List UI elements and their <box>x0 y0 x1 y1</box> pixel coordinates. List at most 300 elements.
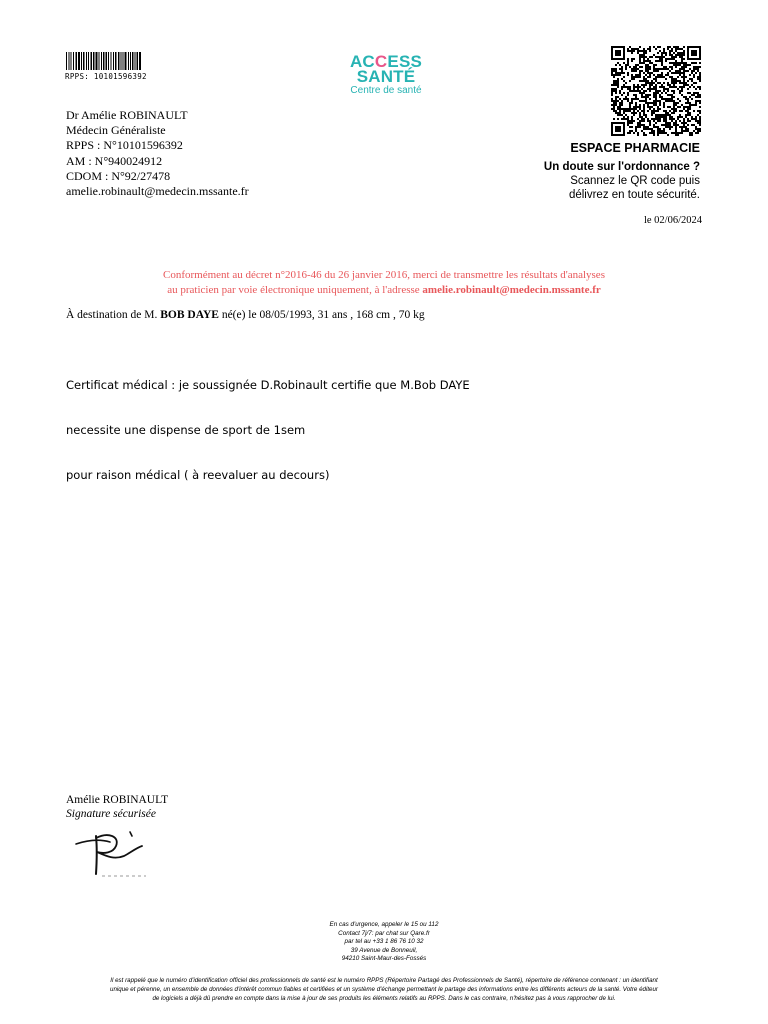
qr-module <box>637 124 639 126</box>
qr-module <box>677 72 679 74</box>
qr-module <box>645 64 647 66</box>
qr-module <box>693 68 695 70</box>
qr-module <box>685 82 687 84</box>
qr-module <box>625 114 627 116</box>
qr-module <box>693 86 695 88</box>
qr-module <box>613 106 615 108</box>
qr-module <box>667 84 669 86</box>
qr-module <box>633 70 635 72</box>
qr-module <box>683 126 685 128</box>
qr-module <box>647 126 649 128</box>
qr-module <box>645 68 647 70</box>
qr-module <box>683 130 685 132</box>
qr-module <box>677 64 679 66</box>
qr-module <box>641 92 643 94</box>
qr-module <box>671 76 673 78</box>
qr-module <box>649 60 651 62</box>
qr-module <box>677 134 679 136</box>
qr-module <box>653 96 655 98</box>
qr-module <box>615 82 617 84</box>
qr-module <box>671 50 673 52</box>
legal-line1: Il est rappelé que le numéro d'identification officiel des professionnels de santé est le numéro RPPS (Répertoire Partagé des Professionnels de Santé), répertoire de référence contenant : un identifiant <box>110 977 658 984</box>
qr-module <box>685 62 687 64</box>
qr-module <box>625 64 627 66</box>
qr-module <box>629 86 631 88</box>
qr-module <box>613 118 615 120</box>
qr-module <box>661 64 663 66</box>
qr-module <box>671 126 673 128</box>
qr-module <box>639 124 641 126</box>
qr-module <box>653 68 655 70</box>
qr-module <box>669 50 671 52</box>
qr-module <box>645 128 647 130</box>
qr-module <box>643 128 645 130</box>
qr-module <box>643 78 645 80</box>
qr-module <box>681 48 683 50</box>
qr-module <box>655 56 657 58</box>
qr-module <box>631 60 633 62</box>
qr-module <box>629 106 631 108</box>
qr-module <box>663 106 665 108</box>
qr-module <box>649 124 651 126</box>
qr-module <box>699 100 701 102</box>
qr-module <box>687 110 689 112</box>
qr-module <box>623 80 625 82</box>
qr-module <box>653 110 655 112</box>
qr-module <box>631 116 633 118</box>
qr-module <box>615 68 617 70</box>
qr-module <box>663 68 665 70</box>
qr-module <box>625 108 627 110</box>
qr-module <box>649 88 651 90</box>
qr-module <box>619 104 621 106</box>
qr-module <box>645 94 647 96</box>
barcode <box>66 52 142 70</box>
qr-module <box>699 62 701 64</box>
qr-module <box>697 68 699 70</box>
qr-module <box>619 74 621 76</box>
qr-module <box>613 100 615 102</box>
qr-module <box>667 94 669 96</box>
qr-module <box>673 100 675 102</box>
barcode-bar <box>86 52 87 70</box>
qr-module <box>687 98 689 100</box>
emergency-contact <box>0 921 768 964</box>
qr-module <box>613 90 615 92</box>
qr-module <box>665 122 667 124</box>
qr-module <box>691 78 693 80</box>
qr-module <box>685 84 687 86</box>
qr-module <box>663 88 665 90</box>
qr-module <box>621 108 623 110</box>
qr-module <box>671 72 673 74</box>
qr-module <box>699 118 701 120</box>
qr-module <box>641 54 643 56</box>
barcode-bar <box>99 52 100 70</box>
qr-module <box>629 88 631 90</box>
qr-module <box>647 128 649 130</box>
qr-module <box>673 52 675 54</box>
qr-module <box>625 110 627 112</box>
qr-module <box>675 82 677 84</box>
qr-module <box>667 126 669 128</box>
qr-module <box>629 46 631 48</box>
qr-module <box>699 66 701 68</box>
qr-module <box>647 70 649 72</box>
qr-module <box>623 110 625 112</box>
qr-module <box>689 112 691 114</box>
doctor-cdom: CDOM : N°92/27478 <box>66 168 171 183</box>
emergency-line1: En cas d'urgence, appeler le 15 ou 112 <box>329 921 439 928</box>
qr-module <box>683 76 685 78</box>
qr-module <box>653 124 655 126</box>
qr-module <box>621 102 623 104</box>
qr-module <box>669 84 671 86</box>
qr-module <box>639 108 641 110</box>
certificate-text <box>66 348 470 498</box>
qr-module <box>683 108 685 110</box>
qr-module <box>627 116 629 118</box>
qr-module <box>699 86 701 88</box>
qr-module <box>637 110 639 112</box>
qr-finder-inner <box>615 50 621 56</box>
qr-module <box>675 128 677 130</box>
qr-module <box>637 86 639 88</box>
qr-module <box>671 48 673 50</box>
qr-module <box>685 122 687 124</box>
qr-module <box>677 46 679 48</box>
qr-module <box>687 106 689 108</box>
qr-module <box>647 96 649 98</box>
qr-module <box>651 84 653 86</box>
qr-module <box>623 112 625 114</box>
qr-module <box>665 58 667 60</box>
qr-module <box>667 82 669 84</box>
qr-module <box>673 58 675 60</box>
qr-module <box>679 72 681 74</box>
qr-module <box>621 100 623 102</box>
qr-module <box>679 90 681 92</box>
qr-module <box>685 66 687 68</box>
qr-module <box>669 106 671 108</box>
qr-module <box>661 58 663 60</box>
qr-module <box>633 86 635 88</box>
qr-module <box>667 72 669 74</box>
qr-module <box>699 128 701 130</box>
qr-module <box>645 50 647 52</box>
qr-module <box>643 76 645 78</box>
qr-module <box>671 80 673 82</box>
qr-module <box>631 52 633 54</box>
qr-module <box>691 98 693 100</box>
qr-module <box>647 66 649 68</box>
qr-module <box>627 60 629 62</box>
qr-module <box>617 62 619 64</box>
qr-module <box>683 74 685 76</box>
qr-module <box>665 66 667 68</box>
qr-module <box>613 88 615 90</box>
barcode-bar <box>103 52 105 70</box>
qr-module <box>665 118 667 120</box>
qr-module <box>619 110 621 112</box>
qr-module <box>685 76 687 78</box>
qr-module <box>611 68 613 70</box>
qr-module <box>637 90 639 92</box>
qr-module <box>693 92 695 94</box>
qr-module <box>673 72 675 74</box>
qr-module <box>635 86 637 88</box>
qr-module <box>663 76 665 78</box>
qr-module <box>643 52 645 54</box>
qr-module <box>641 100 643 102</box>
qr-module <box>639 106 641 108</box>
qr-module <box>689 104 691 106</box>
qr-module <box>695 68 697 70</box>
qr-module <box>669 114 671 116</box>
qr-module <box>675 64 677 66</box>
qr-module <box>673 56 675 58</box>
qr-module <box>669 52 671 54</box>
qr-module <box>673 86 675 88</box>
qr-module <box>619 98 621 100</box>
qr-module <box>699 130 701 132</box>
qr-module <box>683 66 685 68</box>
qr-module <box>645 96 647 98</box>
qr-module <box>657 90 659 92</box>
qr-module <box>681 76 683 78</box>
qr-module <box>677 80 679 82</box>
qr-module <box>667 68 669 70</box>
qr-module <box>679 86 681 88</box>
qr-module <box>667 88 669 90</box>
qr-module <box>623 116 625 118</box>
qr-module <box>651 114 653 116</box>
qr-module <box>697 110 699 112</box>
qr-module <box>695 100 697 102</box>
qr-module <box>695 128 697 130</box>
qr-module <box>643 100 645 102</box>
qr-module <box>641 120 643 122</box>
qr-module <box>635 130 637 132</box>
qr-module <box>689 120 691 122</box>
qr-module <box>653 86 655 88</box>
qr-module <box>677 116 679 118</box>
qr-module <box>619 112 621 114</box>
emergency-line4: 39 Avenue de Bonneuil, <box>350 946 418 954</box>
qr-module <box>697 122 699 124</box>
qr-module <box>677 118 679 120</box>
barcode-bar <box>123 52 124 70</box>
qr-module <box>647 106 649 108</box>
qr-module <box>667 122 669 124</box>
qr-module <box>665 100 667 102</box>
qr-module <box>649 82 651 84</box>
qr-module <box>647 76 649 78</box>
qr-module <box>615 90 617 92</box>
qr-module <box>625 96 627 98</box>
qr-module <box>697 94 699 96</box>
qr-module <box>657 120 659 122</box>
qr-module <box>665 92 667 94</box>
qr-module <box>643 58 645 60</box>
qr-module <box>653 66 655 68</box>
qr-module <box>633 66 635 68</box>
rpps-legal-footer <box>56 976 712 1003</box>
qr-module <box>661 84 663 86</box>
qr-module <box>699 96 701 98</box>
qr-module <box>631 122 633 124</box>
qr-module <box>661 92 663 94</box>
legal-line3: de logiciels a déjà dû prendre en compte dans la mise à jour de ses produits les éléments relatifs au RPPS. Dans le cas contraire, n'hésitez pas à vous rapprocher de lui. <box>152 995 616 1002</box>
qr-module <box>627 124 629 126</box>
qr-module <box>681 82 683 84</box>
qr-module <box>655 60 657 62</box>
barcode-text: RPPS: 10101596392 <box>65 72 147 81</box>
qr-module <box>659 102 661 104</box>
qr-module <box>617 106 619 108</box>
qr-module <box>683 78 685 80</box>
qr-module <box>615 84 617 86</box>
qr-module <box>681 86 683 88</box>
qr-module <box>611 70 613 72</box>
qr-module <box>661 130 663 132</box>
qr-module <box>657 134 659 136</box>
qr-module <box>637 48 639 50</box>
qr-module <box>663 114 665 116</box>
qr-module <box>687 80 689 82</box>
qr-module <box>687 124 689 126</box>
qr-module <box>625 66 627 68</box>
qr-module <box>651 110 653 112</box>
qr-module <box>681 132 683 134</box>
qr-module <box>693 74 695 76</box>
qr-module <box>645 98 647 100</box>
qr-module <box>647 72 649 74</box>
qr-module <box>673 122 675 124</box>
qr-module <box>617 82 619 84</box>
qr-module <box>655 64 657 66</box>
qr-module <box>675 134 677 136</box>
qr-module <box>683 118 685 120</box>
qr-module <box>653 54 655 56</box>
qr-module <box>635 70 637 72</box>
qr-module <box>657 46 659 48</box>
qr-module <box>627 122 629 124</box>
qr-module <box>641 56 643 58</box>
qr-module <box>693 104 695 106</box>
qr-module <box>653 92 655 94</box>
qr-module <box>635 106 637 108</box>
qr-module <box>655 98 657 100</box>
qr-module <box>683 86 685 88</box>
qr-module <box>659 50 661 52</box>
qr-module <box>629 130 631 132</box>
qr-module <box>671 94 673 96</box>
qr-module <box>673 82 675 84</box>
qr-module <box>643 108 645 110</box>
qr-module <box>635 108 637 110</box>
qr-module <box>661 60 663 62</box>
qr-module <box>635 112 637 114</box>
qr-module <box>663 120 665 122</box>
qr-module <box>689 134 691 136</box>
qr-module <box>633 78 635 80</box>
qr-module <box>693 62 695 64</box>
qr-module <box>649 56 651 58</box>
qr-module <box>637 74 639 76</box>
qr-module <box>613 104 615 106</box>
qr-module <box>643 96 645 98</box>
qr-module <box>649 48 651 50</box>
qr-module <box>659 76 661 78</box>
qr-module <box>679 132 681 134</box>
qr-module <box>653 64 655 66</box>
qr-module <box>673 124 675 126</box>
qr-module <box>669 76 671 78</box>
qr-module <box>621 86 623 88</box>
qr-module <box>651 128 653 130</box>
barcode-bar <box>115 52 117 70</box>
qr-module <box>673 46 675 48</box>
qr-module <box>633 132 635 134</box>
qr-module <box>687 92 689 94</box>
qr-module <box>631 78 633 80</box>
qr-module <box>655 116 657 118</box>
qr-module <box>695 120 697 122</box>
qr-module <box>627 74 629 76</box>
doctor-specialty: Médecin Généraliste <box>66 123 166 138</box>
qr-module <box>657 130 659 132</box>
qr-module <box>681 90 683 92</box>
qr-module <box>659 114 661 116</box>
qr-module <box>629 104 631 106</box>
barcode-bar <box>137 52 139 70</box>
qr-module <box>625 68 627 70</box>
qr-module <box>679 120 681 122</box>
qr-module <box>681 58 683 60</box>
qr-module <box>699 106 701 108</box>
qr-module <box>683 50 685 52</box>
qr-module <box>651 118 653 120</box>
qr-module <box>625 118 627 120</box>
qr-module <box>677 88 679 90</box>
qr-module <box>657 70 659 72</box>
qr-module <box>669 124 671 126</box>
qr-module <box>653 88 655 90</box>
qr-module <box>659 58 661 60</box>
qr-module <box>667 90 669 92</box>
qr-module <box>675 66 677 68</box>
barcode-bar <box>130 52 131 70</box>
qr-module <box>671 54 673 56</box>
qr-module <box>643 90 645 92</box>
qr-module <box>687 118 689 120</box>
qr-module <box>641 50 643 52</box>
barcode-bar <box>69 52 70 70</box>
qr-module <box>691 104 693 106</box>
qr-module <box>659 96 661 98</box>
qr-module <box>653 78 655 80</box>
qr-module <box>663 56 665 58</box>
qr-module <box>667 106 669 108</box>
qr-module <box>641 80 643 82</box>
qr-module <box>627 72 629 74</box>
qr-module <box>675 126 677 128</box>
qr-module <box>677 52 679 54</box>
qr-module <box>641 70 643 72</box>
qr-module <box>647 94 649 96</box>
qr-module <box>657 56 659 58</box>
